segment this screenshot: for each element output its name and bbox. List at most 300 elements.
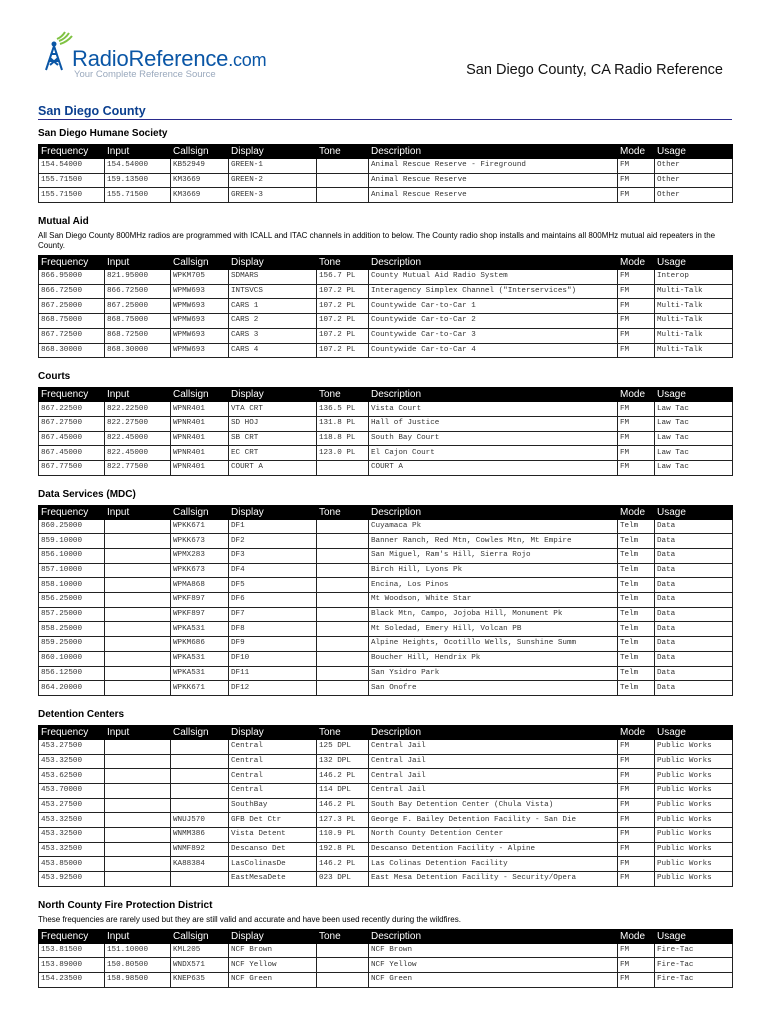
table-cell: 868.30000	[105, 343, 171, 358]
column-header: Usage	[655, 725, 733, 739]
table-cell: 866.72500	[39, 284, 105, 299]
table-row	[39, 943, 733, 958]
table-cell: Data	[655, 534, 733, 549]
table-cell: 867.25000	[39, 299, 105, 314]
table-cell: 146.2 PL	[317, 798, 369, 813]
county-heading: San Diego County	[38, 104, 732, 120]
table-row	[39, 519, 733, 534]
table-cell: KB52949	[171, 159, 229, 174]
table-cell: 155.71500	[39, 173, 105, 188]
column-header: Tone	[317, 725, 369, 739]
table-cell: WPMW693	[171, 299, 229, 314]
table-cell: 867.72500	[39, 328, 105, 343]
table-row	[39, 402, 733, 417]
column-header: Usage	[655, 929, 733, 943]
table-cell: FM	[618, 188, 655, 203]
table-cell: 867.22500	[39, 402, 105, 417]
table-header-row	[39, 145, 733, 159]
table-cell: Public Works	[655, 769, 733, 784]
table-cell: DF10	[229, 651, 317, 666]
table-cell: Data	[655, 651, 733, 666]
table-cell	[105, 828, 171, 843]
table-cell: 114 DPL	[317, 783, 369, 798]
table-cell: SDMARS	[229, 270, 317, 285]
table-row	[39, 622, 733, 637]
table-cell: 132 DPL	[317, 754, 369, 769]
table-cell: DF5	[229, 578, 317, 593]
table-cell	[105, 842, 171, 857]
table-cell: Las Colinas Detention Facility	[369, 857, 618, 872]
table-cell	[317, 973, 369, 988]
table-row	[39, 188, 733, 203]
table-cell	[317, 534, 369, 549]
table-cell: Mt Woodson, White Star	[369, 593, 618, 608]
table-cell: GREEN-3	[229, 188, 317, 203]
frequency-table	[38, 387, 733, 475]
table-cell: San Miguel, Ram's Hill, Sierra Rojo	[369, 549, 618, 564]
table-cell	[105, 754, 171, 769]
table-cell: 860.25000	[39, 519, 105, 534]
table-cell: Data	[655, 519, 733, 534]
table-cell	[317, 549, 369, 564]
table-cell: FM	[618, 460, 655, 475]
table-row	[39, 754, 733, 769]
table-cell: 822.45000	[105, 431, 171, 446]
table-cell: Mt Soledad, Emery Hill, Volcan PB	[369, 622, 618, 637]
table-cell: WPKK673	[171, 563, 229, 578]
table-row	[39, 173, 733, 188]
table-cell: 107.2 PL	[317, 343, 369, 358]
table-cell	[105, 651, 171, 666]
table-cell: 859.25000	[39, 637, 105, 652]
table-cell: San Onofre	[369, 681, 618, 696]
column-header: Input	[105, 256, 171, 270]
table-cell: Law Tac	[655, 416, 733, 431]
frequency-table	[38, 505, 733, 696]
table-row	[39, 328, 733, 343]
table-cell: CARS 2	[229, 314, 317, 329]
table-cell: NCF Yellow	[369, 958, 618, 973]
table-cell: San Ysidro Park	[369, 666, 618, 681]
table-cell	[171, 754, 229, 769]
table-cell: 856.10000	[39, 549, 105, 564]
table-cell: Cuyamaca Pk	[369, 519, 618, 534]
table-cell: Telm	[618, 593, 655, 608]
table-cell: DF7	[229, 607, 317, 622]
logo-suffix: .com	[228, 50, 267, 70]
frequency-sections	[38, 128, 732, 988]
table-cell: COURT A	[229, 460, 317, 475]
table-cell	[105, 563, 171, 578]
section	[38, 900, 732, 988]
table-cell: 159.13500	[105, 173, 171, 188]
table-cell: Telm	[618, 681, 655, 696]
table-cell: GFB Det Ctr	[229, 813, 317, 828]
column-header: Usage	[655, 388, 733, 402]
table-cell: Telm	[618, 549, 655, 564]
table-cell: WPKA531	[171, 622, 229, 637]
table-cell: Telm	[618, 563, 655, 578]
table-row	[39, 431, 733, 446]
table-row	[39, 783, 733, 798]
table-cell: 136.5 PL	[317, 402, 369, 417]
table-cell: Central	[229, 739, 317, 754]
table-cell: WPNR401	[171, 460, 229, 475]
table-cell	[317, 637, 369, 652]
table-cell: Multi-Talk	[655, 299, 733, 314]
table-cell: 453.32500	[39, 754, 105, 769]
logo-tagline: Your Complete Reference Source	[74, 69, 216, 80]
table-cell: Countywide Car-to-Car 3	[369, 328, 618, 343]
table-cell: 125 DPL	[317, 739, 369, 754]
table-cell: Data	[655, 607, 733, 622]
table-row	[39, 284, 733, 299]
table-cell: 453.92500	[39, 872, 105, 887]
table-cell: WPMW693	[171, 343, 229, 358]
table-cell: FM	[618, 284, 655, 299]
table-cell: 867.45000	[39, 431, 105, 446]
column-header: Mode	[618, 256, 655, 270]
table-cell: FM	[618, 754, 655, 769]
table-cell: Law Tac	[655, 431, 733, 446]
table-cell: FM	[618, 872, 655, 887]
table-cell: NCF Brown	[229, 943, 317, 958]
column-header: Usage	[655, 256, 733, 270]
table-cell: Fire-Tac	[655, 958, 733, 973]
table-cell: 866.95000	[39, 270, 105, 285]
table-cell: Law Tac	[655, 460, 733, 475]
table-cell: 146.2 PL	[317, 769, 369, 784]
table-cell: FM	[618, 416, 655, 431]
table-cell: Data	[655, 578, 733, 593]
table-cell: Fire-Tac	[655, 973, 733, 988]
table-row	[39, 739, 733, 754]
table-cell	[317, 622, 369, 637]
table-cell: Telm	[618, 578, 655, 593]
table-cell: WPNR401	[171, 446, 229, 461]
table-row	[39, 681, 733, 696]
table-cell: 858.10000	[39, 578, 105, 593]
table-cell: Telm	[618, 651, 655, 666]
table-row	[39, 637, 733, 652]
table-row	[39, 563, 733, 578]
table-cell: Public Works	[655, 798, 733, 813]
table-cell: WPKM705	[171, 270, 229, 285]
table-cell: FM	[618, 431, 655, 446]
table-cell: WNMM386	[171, 828, 229, 843]
section-description: These frequencies are rarely used but they are still valid and accurate and have been used recently during the wildfires.	[38, 914, 461, 924]
table-cell: Central Jail	[369, 783, 618, 798]
column-header: Callsign	[171, 388, 229, 402]
column-header: Frequency	[39, 505, 105, 519]
table-row	[39, 159, 733, 174]
table-cell: FM	[618, 813, 655, 828]
table-cell: Interagency Simplex Channel ("Interservices")	[369, 284, 618, 299]
table-cell	[317, 943, 369, 958]
table-header-row	[39, 929, 733, 943]
table-cell: Banner Ranch, Red Mtn, Cowles Mtn, Mt Empire	[369, 534, 618, 549]
table-cell: Public Works	[655, 783, 733, 798]
table-row	[39, 607, 733, 622]
table-cell: WPMW693	[171, 328, 229, 343]
column-header: Display	[229, 505, 317, 519]
table-cell: 856.12500	[39, 666, 105, 681]
table-cell: WPKF897	[171, 607, 229, 622]
table-cell: Descanso Detention Facility - Alpine	[369, 842, 618, 857]
section-description: All San Diego County 800MHz radios are programmed with ICALL and ITAC channels in addition to below. The County radio shop installs and maintains all 800MHz mutual aid repeaters in the County.	[38, 231, 716, 251]
table-cell: 453.32500	[39, 828, 105, 843]
table-cell: 868.75000	[105, 314, 171, 329]
section-title: Detention Centers	[38, 708, 125, 720]
table-cell: Boucher Hill, Hendrix Pk	[369, 651, 618, 666]
table-row	[39, 314, 733, 329]
column-header: Usage	[655, 145, 733, 159]
table-cell: Other	[655, 173, 733, 188]
table-cell: WPMW693	[171, 284, 229, 299]
section-title: San Diego Humane Society	[38, 128, 168, 139]
table-cell: 150.80500	[105, 958, 171, 973]
table-cell: Countywide Car-to-Car 4	[369, 343, 618, 358]
table-cell: Birch Hill, Lyons Pk	[369, 563, 618, 578]
column-header: Input	[105, 929, 171, 943]
radio-tower-logo-icon	[40, 28, 74, 72]
table-cell: 867.25000	[105, 299, 171, 314]
table-cell: KA88384	[171, 857, 229, 872]
table-cell: 131.8 PL	[317, 416, 369, 431]
table-cell: Central Jail	[369, 769, 618, 784]
table-cell	[105, 872, 171, 887]
table-cell: 866.72500	[105, 284, 171, 299]
table-cell: El Cajon Court	[369, 446, 618, 461]
table-row	[39, 828, 733, 843]
table-cell: KM3669	[171, 173, 229, 188]
section	[38, 489, 732, 696]
table-cell	[105, 666, 171, 681]
table-cell: INTSVCS	[229, 284, 317, 299]
table-cell	[317, 173, 369, 188]
table-cell: DF8	[229, 622, 317, 637]
table-cell: Multi-Talk	[655, 314, 733, 329]
table-cell: 453.32500	[39, 842, 105, 857]
table-cell: 107.2 PL	[317, 314, 369, 329]
table-cell: FM	[618, 769, 655, 784]
table-cell: 154.54000	[39, 159, 105, 174]
table-cell	[317, 651, 369, 666]
column-header: Tone	[317, 929, 369, 943]
table-cell: South Bay Court	[369, 431, 618, 446]
table-cell: Data	[655, 563, 733, 578]
table-row	[39, 973, 733, 988]
table-row	[39, 813, 733, 828]
table-cell: 156.7 PL	[317, 270, 369, 285]
column-header: Tone	[317, 505, 369, 519]
table-cell: 868.30000	[39, 343, 105, 358]
column-header: Tone	[317, 388, 369, 402]
table-cell: Data	[655, 637, 733, 652]
column-header: Display	[229, 725, 317, 739]
table-row	[39, 343, 733, 358]
table-cell: WNMF892	[171, 842, 229, 857]
table-cell: 857.10000	[39, 563, 105, 578]
table-cell	[105, 739, 171, 754]
table-cell: WPMX283	[171, 549, 229, 564]
table-cell: Multi-Talk	[655, 328, 733, 343]
table-cell: 868.72500	[105, 328, 171, 343]
table-cell: NCF Yellow	[229, 958, 317, 973]
section-title: North County Fire Protection District	[38, 899, 213, 911]
table-cell: Central	[229, 754, 317, 769]
table-cell: NCF Brown	[369, 943, 618, 958]
logo-main: RadioReference	[72, 46, 229, 71]
table-cell: WPKF897	[171, 593, 229, 608]
table-cell: Multi-Talk	[655, 284, 733, 299]
table-cell: 822.45000	[105, 446, 171, 461]
column-header: Mode	[618, 388, 655, 402]
column-header: Description	[369, 256, 618, 270]
column-header: Frequency	[39, 725, 105, 739]
column-header: Frequency	[39, 388, 105, 402]
table-cell: 123.0 PL	[317, 446, 369, 461]
table-row	[39, 416, 733, 431]
column-header: Display	[229, 145, 317, 159]
table-cell: VTA CRT	[229, 402, 317, 417]
table-cell: WPKK671	[171, 519, 229, 534]
frequency-table	[38, 725, 733, 887]
table-cell: WPNR401	[171, 431, 229, 446]
table-cell: 155.71500	[39, 188, 105, 203]
table-cell: DF6	[229, 593, 317, 608]
column-header: Callsign	[171, 725, 229, 739]
table-cell: CARS 1	[229, 299, 317, 314]
table-cell: FM	[618, 314, 655, 329]
table-cell: Animal Rescue Reserve	[369, 173, 618, 188]
table-cell: 453.85000	[39, 857, 105, 872]
column-header: Description	[369, 725, 618, 739]
table-cell: FM	[618, 739, 655, 754]
column-header: Usage	[655, 505, 733, 519]
table-cell	[317, 666, 369, 681]
table-cell: Telm	[618, 666, 655, 681]
table-cell: WNUJ570	[171, 813, 229, 828]
table-cell	[317, 681, 369, 696]
table-cell: Fire-Tac	[655, 943, 733, 958]
table-cell: 153.89000	[39, 958, 105, 973]
column-header: Input	[105, 388, 171, 402]
column-header: Callsign	[171, 256, 229, 270]
table-cell: Central Jail	[369, 739, 618, 754]
table-cell: GREEN-1	[229, 159, 317, 174]
table-cell: Data	[655, 549, 733, 564]
table-cell: 857.25000	[39, 607, 105, 622]
table-cell: 110.9 PL	[317, 828, 369, 843]
table-cell: KM3669	[171, 188, 229, 203]
table-cell: 153.81500	[39, 943, 105, 958]
column-header: Frequency	[39, 256, 105, 270]
table-cell	[171, 783, 229, 798]
table-cell: 155.71500	[105, 188, 171, 203]
table-cell: 867.77500	[39, 460, 105, 475]
table-cell: 107.2 PL	[317, 299, 369, 314]
table-row	[39, 270, 733, 285]
table-cell: LasColinasDe	[229, 857, 317, 872]
table-cell	[171, 798, 229, 813]
table-cell: 453.27500	[39, 739, 105, 754]
table-cell: 867.45000	[39, 446, 105, 461]
table-cell: Interop	[655, 270, 733, 285]
table-header-row	[39, 256, 733, 270]
column-header: Tone	[317, 256, 369, 270]
table-row	[39, 578, 733, 593]
table-cell: DF3	[229, 549, 317, 564]
table-cell: 868.75000	[39, 314, 105, 329]
table-cell	[105, 607, 171, 622]
table-cell: WPKK671	[171, 681, 229, 696]
table-cell: FM	[618, 343, 655, 358]
table-cell	[317, 958, 369, 973]
table-cell: FM	[618, 159, 655, 174]
table-cell	[105, 769, 171, 784]
table-cell: DF4	[229, 563, 317, 578]
table-cell: Telm	[618, 519, 655, 534]
table-cell: 192.8 PL	[317, 842, 369, 857]
frequency-table	[38, 255, 733, 358]
section	[38, 216, 732, 358]
table-cell: KNEP635	[171, 973, 229, 988]
table-cell: FM	[618, 828, 655, 843]
section	[38, 371, 732, 475]
table-cell: DF1	[229, 519, 317, 534]
table-cell: DF12	[229, 681, 317, 696]
column-header: Description	[369, 929, 618, 943]
table-cell: WPNR401	[171, 402, 229, 417]
table-cell: FM	[618, 402, 655, 417]
table-row	[39, 593, 733, 608]
table-cell: Data	[655, 681, 733, 696]
column-header: Frequency	[39, 145, 105, 159]
table-cell	[105, 783, 171, 798]
table-cell: Descanso Det	[229, 842, 317, 857]
table-cell	[105, 549, 171, 564]
table-cell	[171, 872, 229, 887]
table-cell: Law Tac	[655, 402, 733, 417]
table-row	[39, 651, 733, 666]
table-cell: Public Works	[655, 842, 733, 857]
table-header-row	[39, 725, 733, 739]
table-cell: Vista Detent	[229, 828, 317, 843]
table-cell: George F. Bailey Detention Facility - San Die	[369, 813, 618, 828]
table-cell: SouthBay	[229, 798, 317, 813]
table-cell: COURT A	[369, 460, 618, 475]
table-cell: WPMA868	[171, 578, 229, 593]
column-header: Callsign	[171, 505, 229, 519]
section	[38, 128, 732, 203]
table-cell: Public Works	[655, 754, 733, 769]
table-cell	[317, 563, 369, 578]
table-cell	[105, 681, 171, 696]
table-cell: Telm	[618, 622, 655, 637]
table-cell: FM	[618, 328, 655, 343]
section	[38, 709, 732, 887]
table-cell: Public Works	[655, 828, 733, 843]
column-header: Callsign	[171, 929, 229, 943]
column-header: Description	[369, 505, 618, 519]
table-cell: 118.8 PL	[317, 431, 369, 446]
table-cell	[317, 593, 369, 608]
table-header-row	[39, 505, 733, 519]
table-cell: 859.10000	[39, 534, 105, 549]
table-cell: 821.95000	[105, 270, 171, 285]
table-cell: Data	[655, 622, 733, 637]
